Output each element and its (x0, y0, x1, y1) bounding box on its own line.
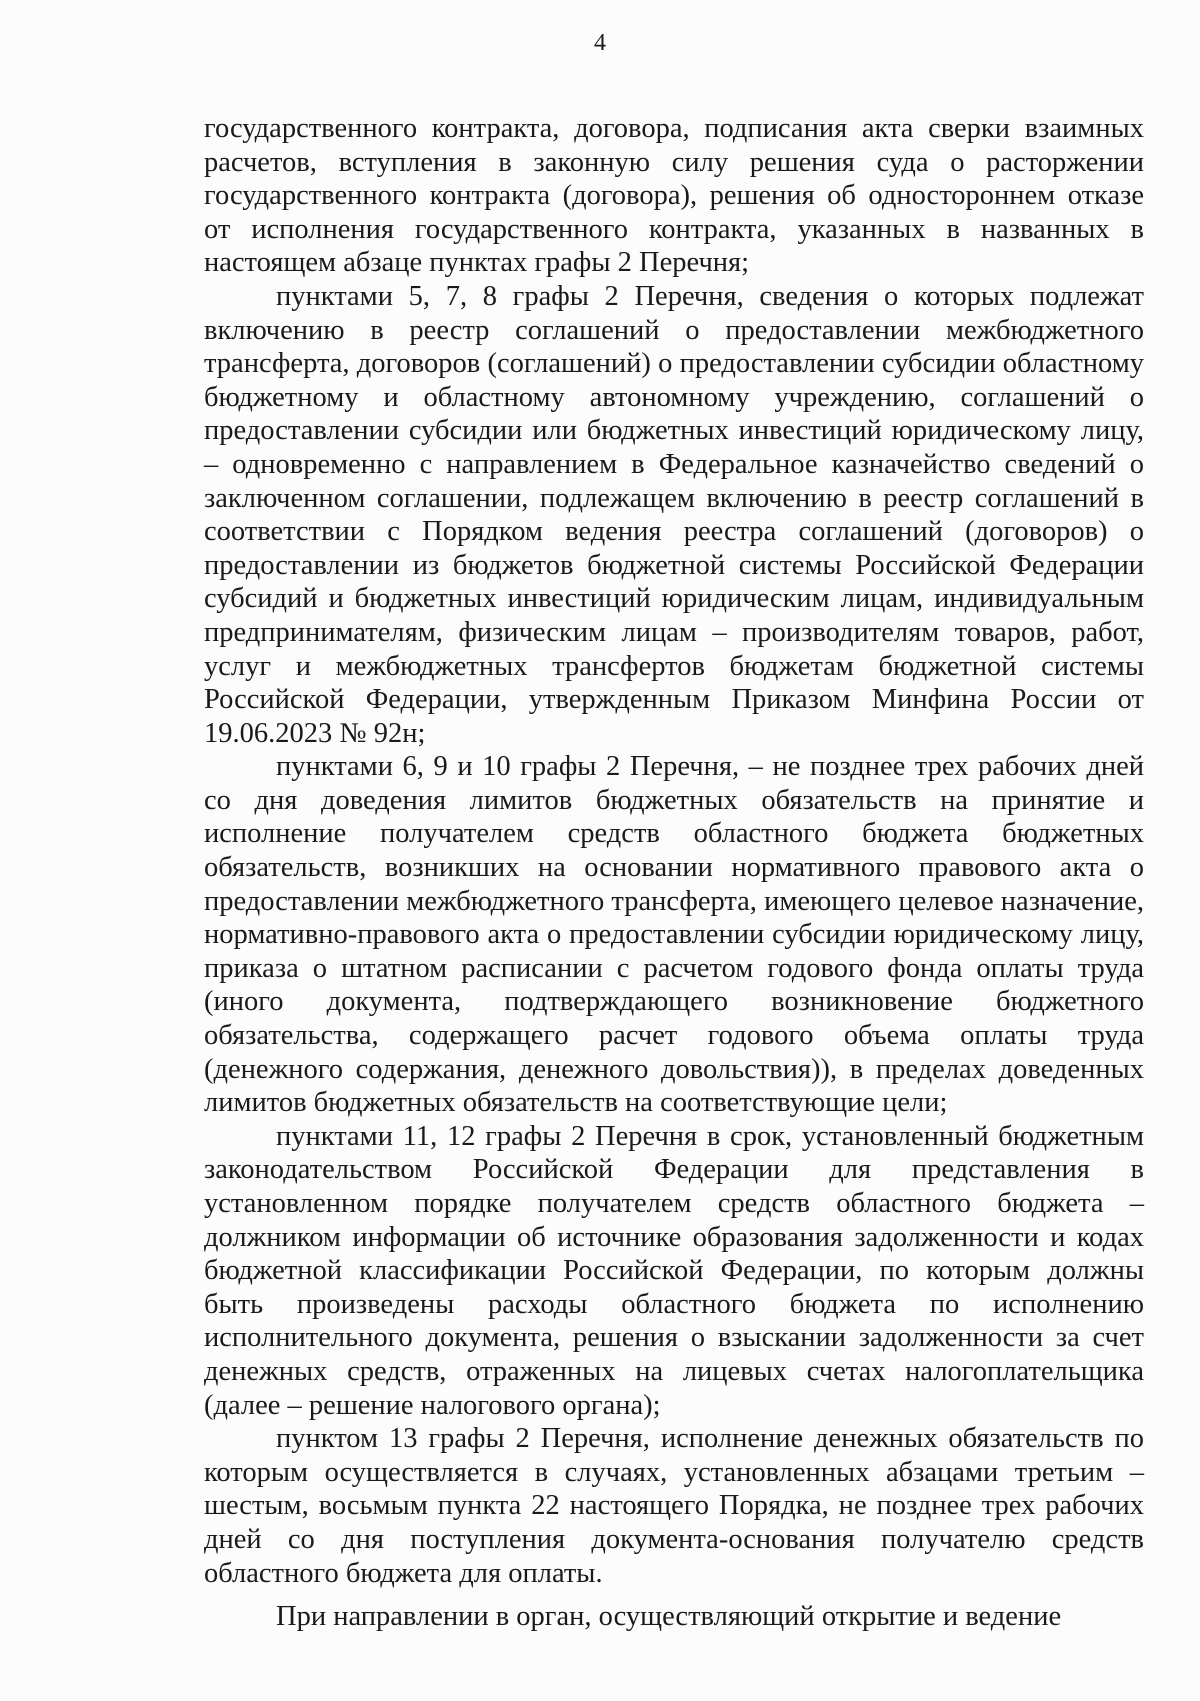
page-number: 4 (594, 30, 606, 56)
paragraph-items-6-9-10: пунктами 6, 9 и 10 графы 2 Перечня, – не позднее трех рабочих дней со дня доведения лимитов бюджетных обязательств на принятие и исполнение получателем средств областного бюджета бюджетных обязательств, возникших на основании нормативного правового акта о предоставлении межбюджетного трансферта, имеющего целевое назначение, нормативно-правового акта о предоставлении субсидии юридическому лицу, приказа о штатном расписании с расчетом годового фонда оплаты труда (иного документа, подтверждающего возникновение бюджетного обязательства, содержащего расчет годового объема оплаты труда (денежного содержания, денежного довольствия)), в пределах доведенных лимитов бюджетных обязательств на соответствующие цели; (204, 751, 1144, 1119)
paragraph-items-11-12: пунктами 11, 12 графы 2 Перечня в срок, установленный бюджетным законодательством Российской Федерации для представления в установленном порядке получателем средств областного бюджета – должником информации об источнике образования задолженности и кодах бюджетной классификации Российской Федерации, по которым должны быть произведены расходы областного бюджета по исполнению исполнительного документа, решения о взыскании задолженности за счет денежных средств, отраженных на лицевых счетах налогоплательщика (далее – решение налогового органа); (204, 1120, 1144, 1421)
paragraph-continuation: государственного контракта, договора, подписания акта сверки взаимных расчетов, вступления в законную силу решения суда о расторжении государственного контракта (договора), решения об одностороннем отказе от исполнения государственного контракта, указанных в названных в настоящем абзаце пунктах графы 2 Перечня; (204, 113, 1144, 279)
paragraph-final: При направлении в орган, осуществляющий открытие и ведение (276, 1601, 1062, 1633)
document-body (204, 112, 1144, 1634)
paragraph-item-13: пунктом 13 графы 2 Перечня, исполнение денежных обязательств по которым осуществляется в случаях, установленных абзацами третьим – шестым, восьмым пункта 22 настоящего Порядка, не позднее трех рабочих дней со дня поступления документа-основания получателю средств областного бюджета для оплаты. (204, 1423, 1144, 1589)
paragraph-items-5-7-8: пунктами 5, 7, 8 графы 2 Перечня, сведения о которых подлежат включению в реестр соглашений о предоставлении межбюджетного трансферта, договоров (соглашений) о предоставлении субсидии областному бюджетному и областному автономному учреждению, соглашений о предоставлении субсидии или бюджетных инвестиций юридическому лицу, – одновременно с направлением в Федеральное казначейство сведений о заключенном соглашении, подлежащем включению в реестр соглашений в соответствии с Порядком ведения реестра соглашений (договоров) о предоставлении из бюджетов бюджетной системы Российской Федерации субсидий и бюджетных инвестиций юридическим лицам, индивидуальным предпринимателям, физическим лицам – производителям товаров, работ, услуг и межбюджетных трансфертов бюджетам бюджетной системы Российской Федерации, утвержденным Приказом Минфина России от 19.06.2023 № 92н; (204, 280, 1144, 749)
